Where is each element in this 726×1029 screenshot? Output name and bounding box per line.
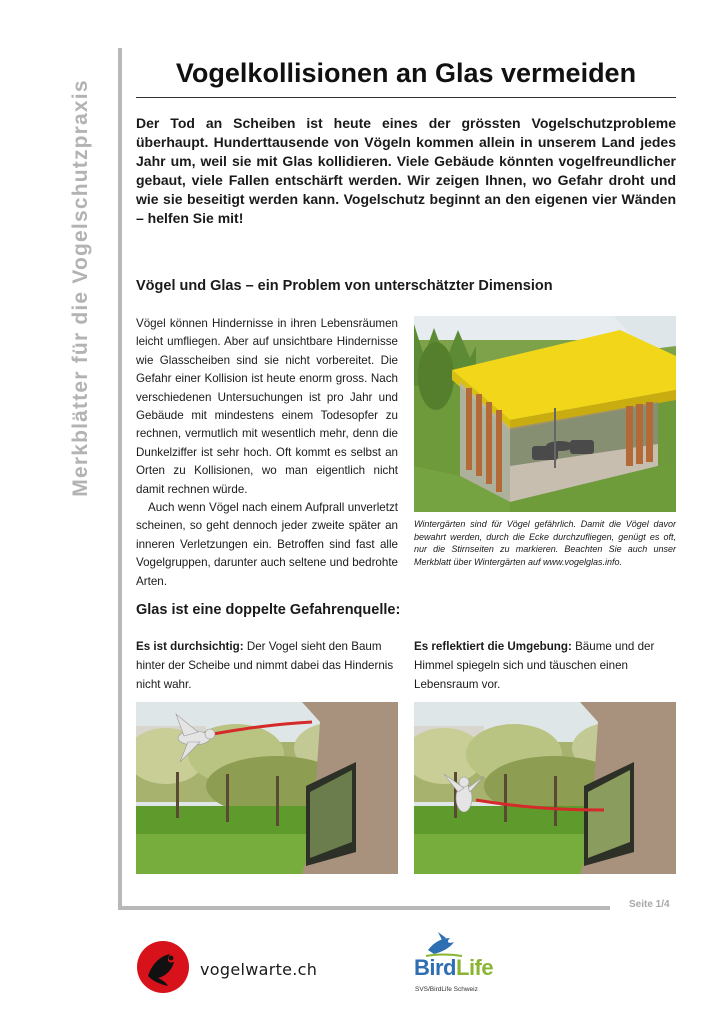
frame-horizontal-rule bbox=[118, 906, 610, 910]
reflective-description: Bäume und der Himmel spiegeln sich und täuschen einen Lebensraum vor. bbox=[414, 640, 655, 691]
winter-garden-illustration bbox=[414, 316, 676, 512]
reflective-label: Es reflektiert die Umgebung: bbox=[414, 640, 572, 653]
reflection-illustration bbox=[414, 702, 676, 874]
birdlife-wordmark-bird: Bird bbox=[414, 955, 456, 980]
lead-paragraph: Der Tod an Scheiben ist heute eines der grössten Vogelschutzprobleme überhaupt. Hunderttausende von Vögeln kommen allein in unserem Land jedes Jahr um, weil sie mit Glas kollidieren. Viele Gebäude könnten vogelfreundlicher gebaut, viele Fallen entschärft werden. Wir zeigen Ihnen, wo Gefahr droht und wie sie beseitigt werden kann. Vogelschutz beginnt an den eigenen vier Wänden – helfen Sie mit! bbox=[136, 115, 676, 226]
transparency-photo bbox=[136, 702, 398, 874]
birdlife-wordmark-life: Life bbox=[456, 955, 494, 980]
reflection-photo bbox=[414, 702, 676, 874]
vogelwarte-logo bbox=[136, 940, 326, 992]
frame-vertical-rule bbox=[118, 48, 122, 910]
transparency-illustration bbox=[136, 702, 398, 874]
title-divider bbox=[136, 97, 676, 98]
reflective-glass-text bbox=[414, 637, 676, 694]
page-title: Vogelkollisionen an Glas vermeiden bbox=[175, 58, 637, 88]
section1-body bbox=[136, 315, 398, 591]
section2-heading: Glas ist eine doppelte Gefahrenquelle: bbox=[136, 602, 401, 618]
page-number: Seite 1/4 bbox=[629, 899, 670, 910]
section1-paragraph-2: Auch wenn Vögel nach einem Aufprall unverletzt scheinen, so geht dennoch jeder zweite später an inneren Verletzungen ein. Betroffen sind fast alle Vogelgruppen, darunter auch seltene und bedrohte Arten. bbox=[136, 501, 398, 588]
section1-paragraph-1: Vögel können Hindernisse in ihren Lebensräumen leicht umfliegen. Aber auf unsichtbare Hindernisse wie Glasscheiben sind sie nicht vorbereitet. Die Gefahr einer Kollision ist heute enorm gross. Nach verschiedenen Untersuchungen ist pro Jahr und Gebäude mit mindestens einem Todesopfer zu rechnen, vermutlich mit wesentlich mehr, denn die Dunkelziffer ist sehr hoch. Oft kommt es selbst an Orten zu Kollisionen, wo man eigentlich nicht damit rechnen würde. bbox=[136, 317, 398, 496]
sidebar-series-title: Merkblätter für die Vogelschutzpraxis bbox=[69, 79, 92, 497]
birdlife-subtitle: SVS/BirdLife Schweiz bbox=[415, 986, 478, 993]
transparent-description: Der Vogel sieht den Baum hinter der Scheibe und nimmt dabei das Hindernis nicht wahr. bbox=[136, 640, 394, 691]
birdlife-wordmark bbox=[414, 955, 493, 981]
transparent-glass-text bbox=[136, 637, 398, 694]
winter-garden-caption: Wintergärten sind für Vögel gefährlich. Damit die Vögel davor bewahrt werden, durch die Ecke durchzufliegen, genügt es oft, nur die Stirnseiten zu markieren. Beachten Sie auch unser Merkblatt über Wintergärten auf www.vogelglas.info. bbox=[414, 519, 676, 567]
section1-heading: Vögel und Glas – ein Problem von unterschätzter Dimension bbox=[136, 278, 553, 294]
vogelwarte-bird-icon bbox=[136, 940, 190, 994]
birdlife-logo bbox=[410, 932, 500, 998]
winter-garden-image bbox=[414, 316, 676, 512]
transparent-label: Es ist durchsichtig: bbox=[136, 640, 244, 653]
vogelwarte-brand-text: vogelwarte.ch bbox=[200, 960, 318, 979]
